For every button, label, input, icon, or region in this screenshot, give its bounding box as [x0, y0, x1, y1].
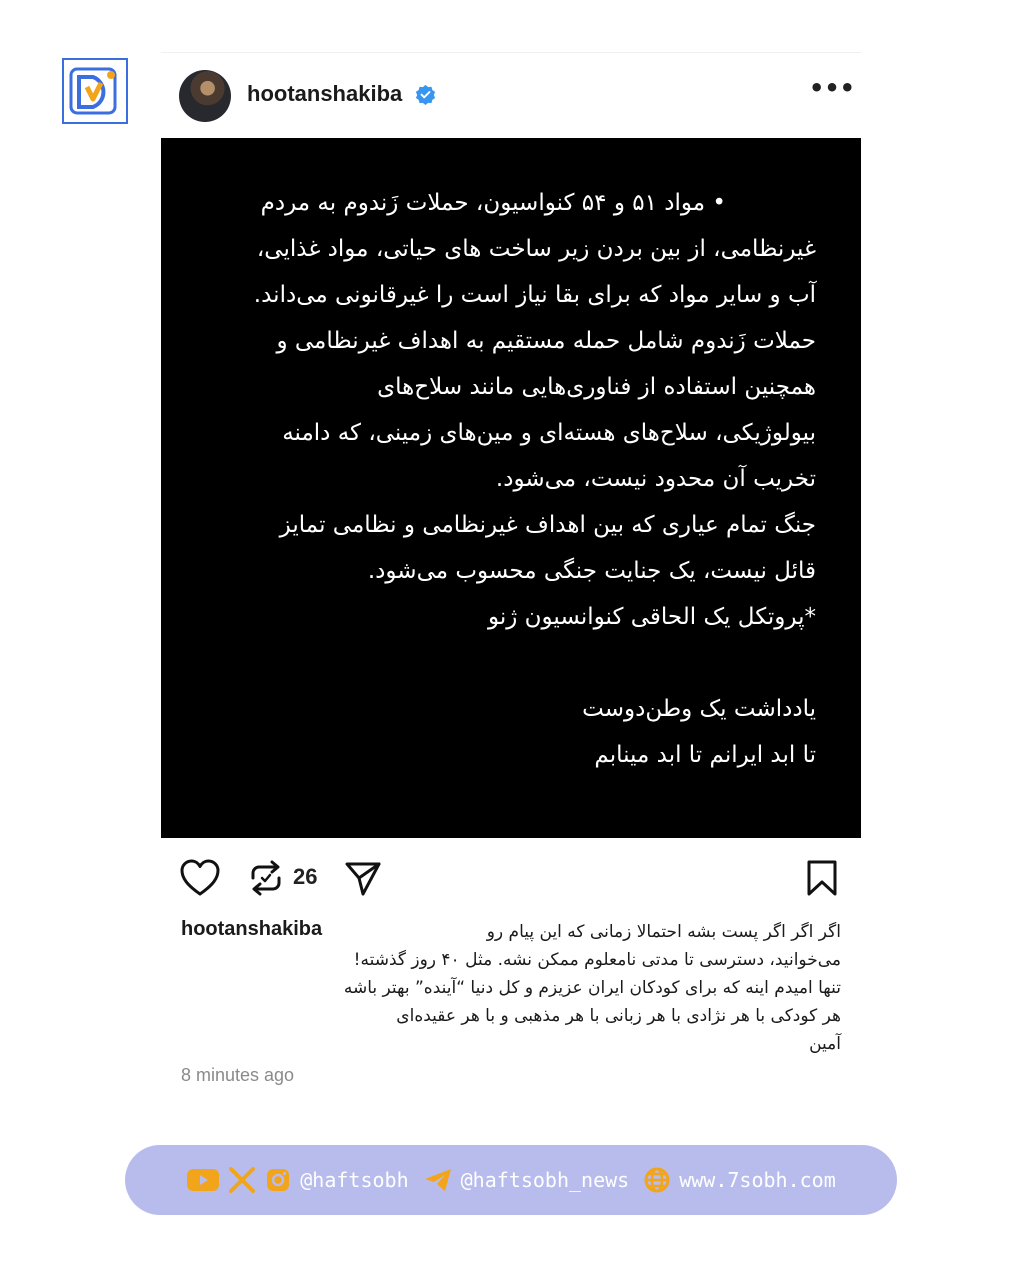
- caption-line: آمین: [809, 1034, 841, 1054]
- repost-icon[interactable]: [247, 858, 285, 898]
- website-link[interactable]: www.7sobh.com: [679, 1168, 836, 1192]
- post-actions: [161, 852, 861, 904]
- post-timestamp: 8 minutes ago: [181, 1065, 295, 1085]
- repost-count: 26: [293, 864, 318, 889]
- post-caption: [221, 918, 841, 1058]
- image-text-line: آب و سایر مواد که برای بقا نیاز است را غیرقانونی می‌داند.: [253, 282, 816, 308]
- more-options-icon[interactable]: •••: [809, 74, 856, 102]
- globe-icon[interactable]: [643, 1166, 671, 1194]
- image-text-line: *پروتکل یک الحاقی کنوانسیون ژنو: [487, 604, 816, 630]
- post-username[interactable]: hootanshakiba: [247, 81, 403, 106]
- caption-line: می‌خوانید، دسترسی تا مدتی نامعلوم ممکن نشه. مثل ۴۰ روز گذشته!: [353, 950, 841, 970]
- post-image: [161, 138, 861, 838]
- signature-line: یادداشت یک وطن‌دوست: [582, 696, 816, 722]
- image-text-line: حملات زَندوم شامل حمله مستقیم به اهداف غیرنظامی و: [276, 328, 816, 354]
- verified-badge-icon: [415, 84, 436, 105]
- post-header: [161, 52, 861, 139]
- caption-line: اگر اگر اگر پست بشه احتمالا زمانی که این پیام رو: [486, 922, 841, 942]
- post-image-text: [191, 180, 816, 778]
- caption-username[interactable]: hootanshakiba: [181, 918, 323, 940]
- image-text-line: • مواد ۵۱ و ۵۴ کنواسیون، حملات زَندوم به مردم: [260, 190, 726, 216]
- image-text-line: بیولوژیکی، سلاح‌های هسته‌ای و مین‌های زمینی، که دامنه: [282, 420, 816, 446]
- image-text-line: قائل نیست، یک جنایت جنگی محسوب می‌شود.: [367, 558, 816, 584]
- avatar[interactable]: [179, 70, 231, 122]
- image-text-line: غیرنظامی، از بین بردن زیر ساخت های حیاتی، مواد غذایی،: [256, 236, 816, 262]
- image-text-line: تخریب آن محدود نیست، می‌شود.: [495, 466, 816, 492]
- x-icon[interactable]: [228, 1167, 256, 1193]
- caption-line: هر کودکی با هر نژادی با هر زبانی با هر مذهبی و با هر عقیده‌ای: [396, 1006, 841, 1026]
- instagram-icon[interactable]: [264, 1167, 292, 1193]
- telegram-icon[interactable]: [423, 1167, 453, 1193]
- telegram-handle[interactable]: @haftsobh_news: [460, 1168, 630, 1192]
- image-text-line: جنگ تمام عیاری که بین اهداف غیرنظامی و نظامی تمایز: [279, 512, 816, 538]
- social-footer-bar: [125, 1145, 897, 1215]
- send-icon[interactable]: [343, 858, 383, 898]
- social-handle[interactable]: @haftsobh: [300, 1168, 409, 1192]
- haftsobh-logo-icon: [62, 58, 128, 124]
- signature-line: تا ابد ایرانم تا ابد مینابم: [594, 742, 816, 768]
- image-text-line: همچنین استفاده از فناوری‌هایی مانند سلاح‌های: [377, 374, 816, 400]
- instagram-post: [161, 52, 861, 1100]
- bookmark-icon[interactable]: [805, 858, 839, 898]
- caption-line: تنها امیدم اینه که برای کودکان ایران عزیزم و کل دنیا “آینده” بهتر باشه: [343, 978, 841, 998]
- heart-icon[interactable]: [179, 858, 221, 898]
- youtube-icon[interactable]: [186, 1167, 220, 1193]
- spacer: [191, 640, 816, 686]
